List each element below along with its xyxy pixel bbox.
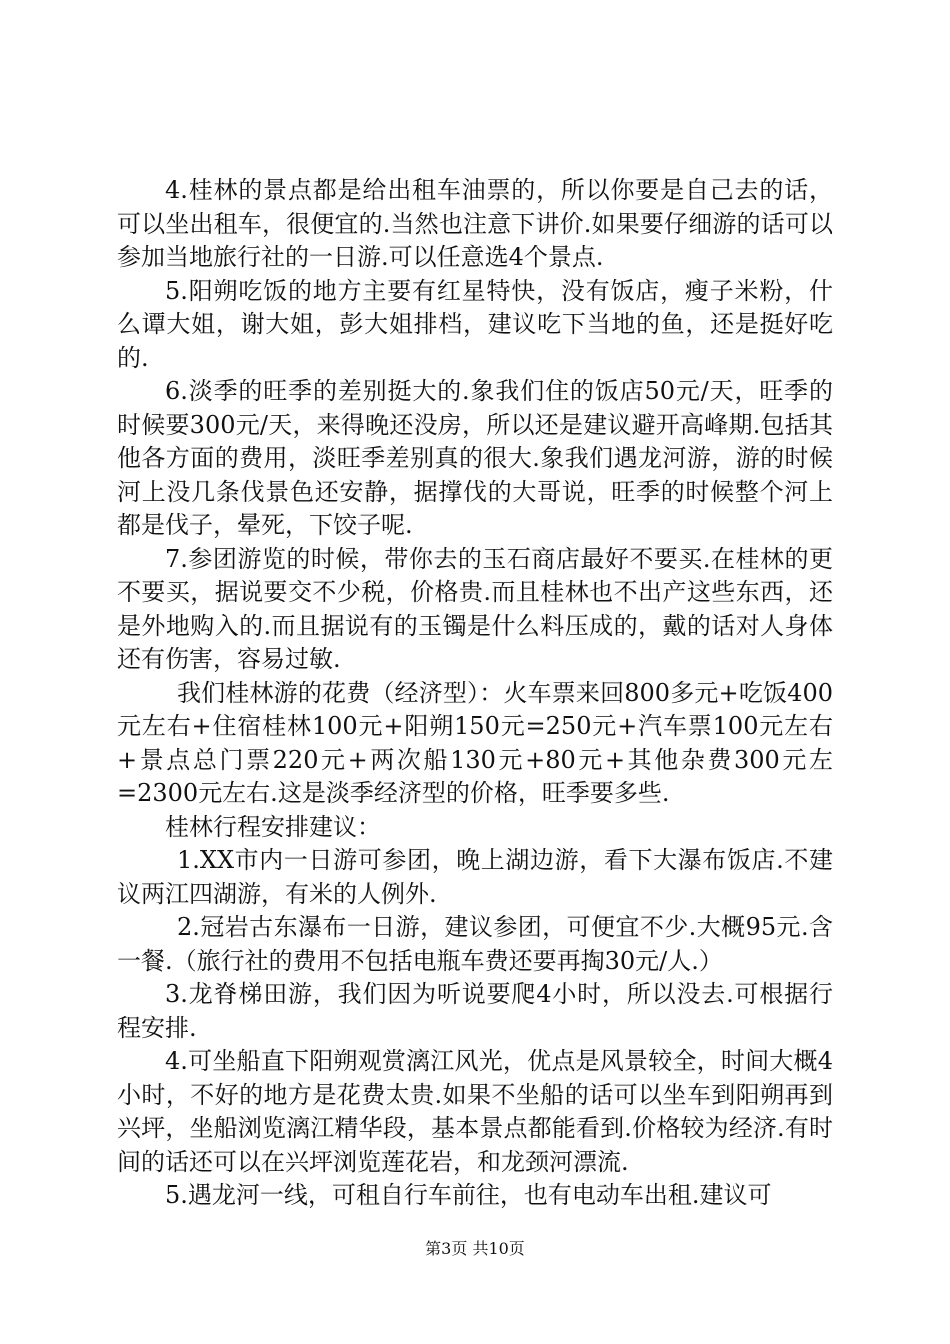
paragraph-tip-4: 4.桂林的景点都是给出租车油票的，所以你要是自己去的话，可以坐出租车，很便宜的.当然也注意下讲价.如果要仔细游的话可以参加当地旅行社的一日游.可以任意选4个景点. bbox=[117, 176, 833, 271]
document-body bbox=[117, 174, 833, 1213]
page-footer: 第3页 共10页 bbox=[425, 1239, 525, 1258]
paragraph-itinerary-1: 1.XX市内一日游可参团，晚上湖边游，看下大瀑布饭店.不建议两江四湖游，有米的人例外. bbox=[117, 846, 833, 908]
paragraph-itinerary-2: 2.冠岩古东瀑布一日游，建议参团，可便宜不少.大概95元.含一餐.（旅行社的费用不包括电瓶车费还要再掏30元/人.） bbox=[117, 913, 833, 975]
paragraph-itinerary-5: 5.遇龙河一线，可租自行车前往，也有电动车出租.建议可 bbox=[165, 1181, 772, 1209]
paragraph-itinerary-3: 3.龙脊梯田游，我们因为听说要爬4小时，所以没去.可根据行程安排. bbox=[117, 980, 833, 1042]
paragraph-tip-5: 5.阳朔吃饭的地方主要有红星特快，没有饭店，瘦子米粉，什么谭大姐，谢大姐，彭大姐排档，建议吃下当地的鱼，还是挺好吃的. bbox=[117, 276, 833, 372]
paragraph-tip-7: 7.参团游览的时候，带你去的玉石商店最好不要买.在桂林的更不要买，据说要交不少税，价格贵.而且桂林也不出产这些东西，还是外地购入的.而且据说有的玉镯是什么料压成的，戴的话对人身体还有伤害，容易过敏. bbox=[117, 544, 833, 673]
paragraph-itinerary-4: 4.可坐船直下阳朔观赏漓江风光，优点是风景较全，时间大概4小时，不好的地方是花费太贵.如果不坐船的话可以坐车到阳朔再到兴坪，坐船浏览漓江精华段，基本景点都能看到.价格较为经济.有时间的话还可以在兴坪浏览莲花岩，和龙颈河漂流. bbox=[117, 1047, 833, 1176]
paragraph-tip-6: 6.淡季的旺季的差别挺大的.象我们住的饭店50元/天，旺季的时候要300元/天，来得晚还没房，所以还是建议避开高峰期.包括其他各方面的费用，淡旺季差别真的很大.象我们遇龙河游，游的时候河上没几条伐景色还安静，据撑伐的大哥说，旺季的时候整个河上都是伐子，晕死，下饺子呢. bbox=[117, 377, 833, 539]
paragraph-cost-summary: 我们桂林游的花费（经济型）：火车票来回800多元+吃饭400元左右+住宿桂林100元+阳朔150元=250元+汽车票100元左右+景点总门票220元+两次船130元+80元+其他杂费300元左=2300元左右.这是淡季经济型的价格，旺季要多些. bbox=[117, 678, 833, 807]
paragraph-itinerary-heading: 桂林行程安排建议： bbox=[165, 812, 381, 841]
